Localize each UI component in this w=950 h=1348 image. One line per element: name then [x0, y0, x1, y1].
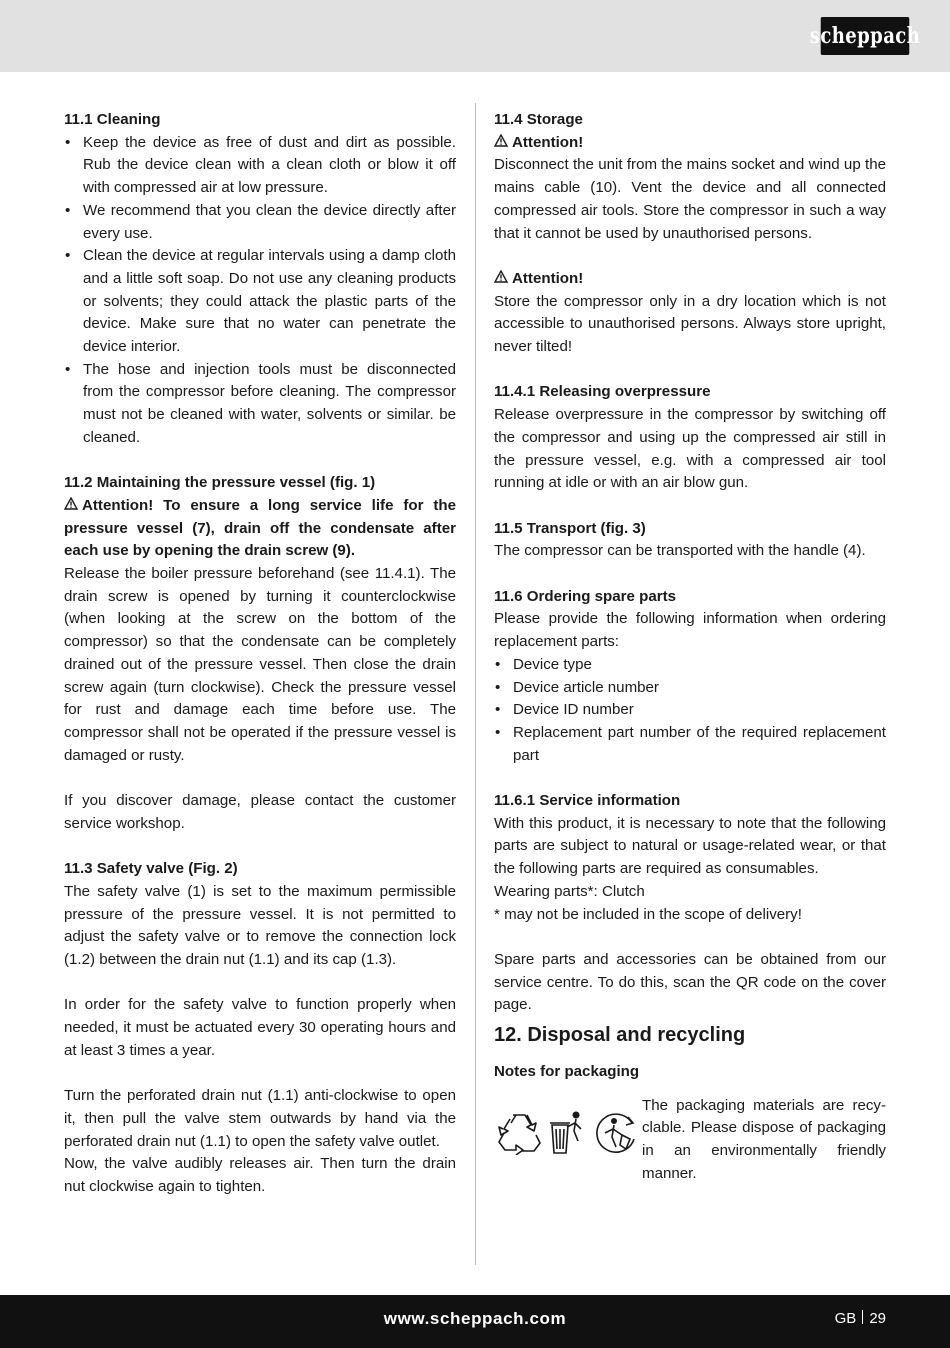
pressure-vessel-body: Release the boiler pressure beforehand (see 11.4.1). The drain screw is opened by turning it counterclockwise (when looking at the screw on the bottom of the compressor) so that the condensate can be completely drained out of the pressure vessel. Then close the drain screw again (turn clockwise). Check the pressure vessel for rust and damage each time before use. The compressor shall not be operated if the pressure vessel is damaged or rusty.	[64, 565, 456, 764]
list-item: • The hose and injection tools must be disconnected from the compressor before cleaning. The compressor must not be cleaned with water, solvents or similar. be cleaned.	[64, 359, 456, 450]
service-info-body: With this product, it is necessary to note that the following parts are subject to natural or usage-related wear, or that the following parts are required as consumables.	[494, 814, 886, 878]
packaging-text: The packaging materials are recyclable. Please dispose of packaging in an environmentally friendly manner.	[642, 1096, 886, 1182]
safety-valve-p1: The safety valve (1) is set to the maximum permissible pressure of the pressure vessel. It is not permitted to adjust the safety valve or to remove the connection lock (1.2) between the drain nut (1.1) and its cap (1.3).	[64, 882, 456, 968]
column-divider	[475, 103, 476, 1265]
tidyman-recycle-icon	[592, 1109, 640, 1163]
list-item: • Device ID number	[494, 699, 886, 722]
page-indicator	[835, 1310, 886, 1327]
section-11-3-title: 11.3 Safety valve (Fig. 2)	[64, 860, 238, 878]
safety-valve-p4: Now, the valve audibly releases air. Then turn the drain nut clockwise again to tighten.	[64, 1155, 456, 1195]
safety-valve-p2: In order for the safety valve to function properly when needed, it must be actuated every 30 operating hours and at least 3 times a year.	[64, 996, 456, 1059]
right-column	[494, 109, 886, 1187]
list-item: • Clean the device at regular intervals using a damp cloth and a little soft soap. Do not use any cleaning products or solvents; they could attack the plastic parts of the device. Make sure that no water can penetrate the device interior.	[64, 245, 456, 359]
section-12-title: 12. Disposal and recycling	[494, 1024, 746, 1047]
storage-body-1: Disconnect the unit from the mains socket and wind up the mains cable (10). Vent the device and all connected compressed air tools. Store the compressor in such a way that it cannot be used by unauthorised persons.	[494, 156, 886, 242]
list-item: • We recommend that you clean the device directly after every use.	[64, 200, 456, 245]
section-11-6-1-title: 11.6.1 Service information	[494, 792, 681, 810]
safety-valve-p3: Turn the perforated drain nut (1.1) anti-clockwise to open it, then pull the valve stem outwards by hand via the perforated drain nut (1.1) to open the safety valve outlet.	[64, 1087, 456, 1150]
section-11-5-title: 11.5 Transport (fig. 3)	[494, 519, 646, 537]
cleaning-list	[64, 132, 456, 450]
spare-parts-intro: Please provide the following information when ordering replacement parts:	[494, 610, 886, 651]
attention-heading: Attention!	[494, 268, 886, 291]
section-11-1-title: 11.1 Cleaning	[64, 111, 161, 128]
list-item: • Keep the device as free of dust and dirt as possible. Rub the device clean with a clean cloth or blow it off with compressed air at low pressure.	[64, 132, 456, 200]
transport-body: The compressor can be transported with the handle (4).	[494, 542, 866, 560]
packaging-notes	[494, 1095, 886, 1187]
section-11-4-title: 11.4 Storage	[494, 111, 583, 128]
wearing-parts: Wearing parts*: Clutch	[494, 882, 645, 900]
section-11-2-title: 11.2 Maintaining the pressure vessel (fig. 1)	[64, 474, 376, 492]
footer-bar	[0, 1295, 950, 1348]
packaging-icons	[496, 1109, 640, 1163]
warning-icon	[494, 132, 508, 155]
page-number: 29	[869, 1310, 886, 1327]
litter-bin-icon	[548, 1109, 586, 1163]
section-11-6-title: 11.6 Ordering spare parts	[494, 587, 677, 605]
website-link[interactable]: www.scheppach.com	[383, 1309, 567, 1328]
damage-note: If you discover damage, please contact the customer service workshop.	[64, 792, 456, 832]
storage-body-2: Store the compressor only in a dry location which is not accessible to unauthorised persons. Always store upright, never tilted!	[494, 292, 886, 356]
packaging-notes-title: Notes for packaging	[494, 1063, 640, 1081]
list-item: • Device type	[494, 654, 886, 677]
warning-icon	[64, 495, 78, 518]
pressure-vessel-warning: Attention! To ensure a long service life for the pressure vessel (7), drain off the condensate after each use by opening the drain screw (9).	[64, 496, 456, 560]
warning-icon	[494, 268, 508, 291]
header-bar	[0, 0, 950, 72]
attention-heading: Attention!	[494, 132, 886, 155]
spare-parts-list	[494, 654, 886, 768]
recycle-icon	[496, 1109, 542, 1163]
separator	[862, 1310, 863, 1324]
brand-logo: scheppach	[821, 17, 910, 55]
list-item: • Device article number	[494, 677, 886, 700]
delivery-note: * may not be included in the scope of delivery!	[494, 905, 802, 923]
left-column	[64, 109, 456, 1199]
list-item: • Replacement part number of the required replacement part	[494, 722, 886, 767]
overpressure-body: Release overpressure in the compressor by switching off the compressor and using up the compressed air still in the pressure vessel, e.g. with a compressed air tool running at idle or with an air blow gun.	[494, 406, 886, 492]
section-11-4-1-title: 11.4.1 Releasing overpressure	[494, 383, 711, 401]
language-code: GB	[834, 1310, 857, 1327]
spare-parts-service: Spare parts and accessories can be obtained from our service centre. To do this, scan the QR code on the cover page.	[494, 950, 886, 1014]
